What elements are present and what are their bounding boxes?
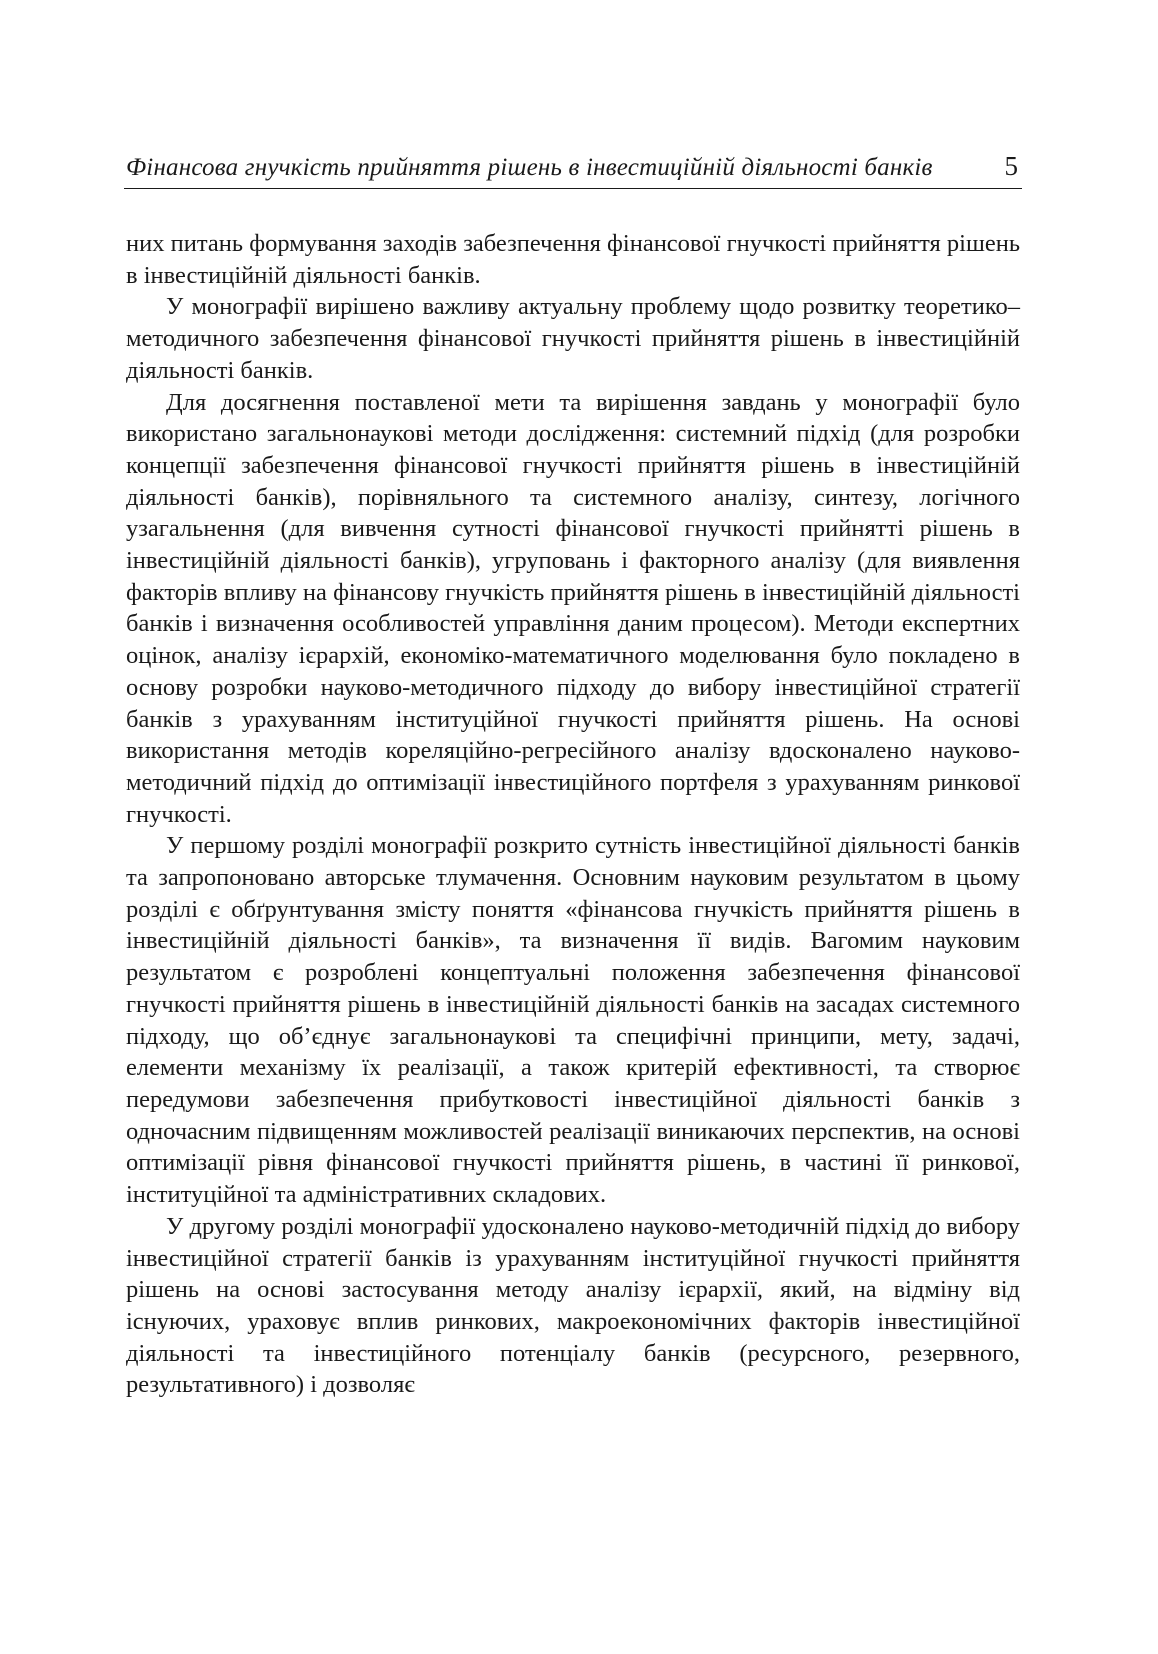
paragraph-continued: них питань формування заходів забезпечення фінансової гнучкості прийняття рішень в інвестиційній діяльності банків.: [126, 230, 1020, 289]
paragraph: У першому розділі монографії розкрито сутність інвестиційної діяльності банків та запропоновано авторське тлумачення. Основним науковим результатом в цьому розділі є обґрунтування змісту поняття «фінансова гнучкість прийняття рішень в інвестиційній діяльності банків», та визначення її видів. Вагомим науковим результатом є розроблені концептуальні положення забезпечення фінансової гнучкості прийняття рішень в інвестиційній діяльності банків на засадах системного підходу, що об’єднує загальнонаукові та специфічні принципи, мету, задачі, елементи механізму їх реалізації, а також критерій ефективності, та створює передумови забезпечення прибутковості інвестиційної діяльності банків з одночасним підвищенням можливостей реалізації виникаючих перспектив, на основі оптимізації рівня фінансової гнучкості прийняття рішень, в частині її ринкової, інституційної та адміністративних складових.: [126, 832, 1020, 1209]
running-header: [124, 148, 1022, 189]
body-text: [126, 228, 1020, 1401]
paragraph: У монографії вирішено важливу актуальну проблему щодо розвитку теоретико–методичного забезпечення фінансової гнучкості прийняття рішень в інвестиційній діяльності банків.: [126, 293, 1020, 384]
paragraph: Для досягнення поставленої мети та вирішення завдань у монографії було використано загальнонаукові методи дослідження: системний підхід (для розробки концепції забезпечення фінансової гнучкості прийняття рішень в інвестиційній діяльності банків), порівняльного та системного аналізу, синтезу, логічного узагальнення (для вивчення сутності фінансової гнучкості прийнятті рішень в інвестиційній діяльності банків), угруповань і факторного аналізу (для виявлення факторів впливу на фінансову гнучкість прийняття рішень в інвестиційній діяльності банків і визначення особливостей управління даним процесом). Методи експертних оцінок, аналізу ієрархій, економіко-математичного моделювання було покладено в основу розробки науково-методичного підходу до вибору інвестиційної стратегії банків з урахуванням інституційної гнучкості прийняття рішень. На основі використання методів кореляційно-регресійного аналізу вдосконалено науково-методичний підхід до оптимізації інвестиційного портфеля з урахуванням ринкової гнучкості.: [126, 388, 1020, 828]
header-title: Фінансова гнучкість прийняття рішень в інвестиційній діяльності банків: [126, 154, 933, 181]
paragraph: У другому розділі монографії удосконалено науково-методичній підхід до вибору інвестиційної стратегії банків із урахуванням інституційної гнучкості прийняття рішень на основі застосування методу аналізу ієрархії, який, на відміну від існуючих, ураховує вплив ринкових, макроекономічних факторів інвестиційної діяльності та інвестиційного потенціалу банків (ресурсного, резервного, результативного) і дозволяє: [126, 1212, 1020, 1399]
page-number: 5: [1004, 151, 1018, 181]
